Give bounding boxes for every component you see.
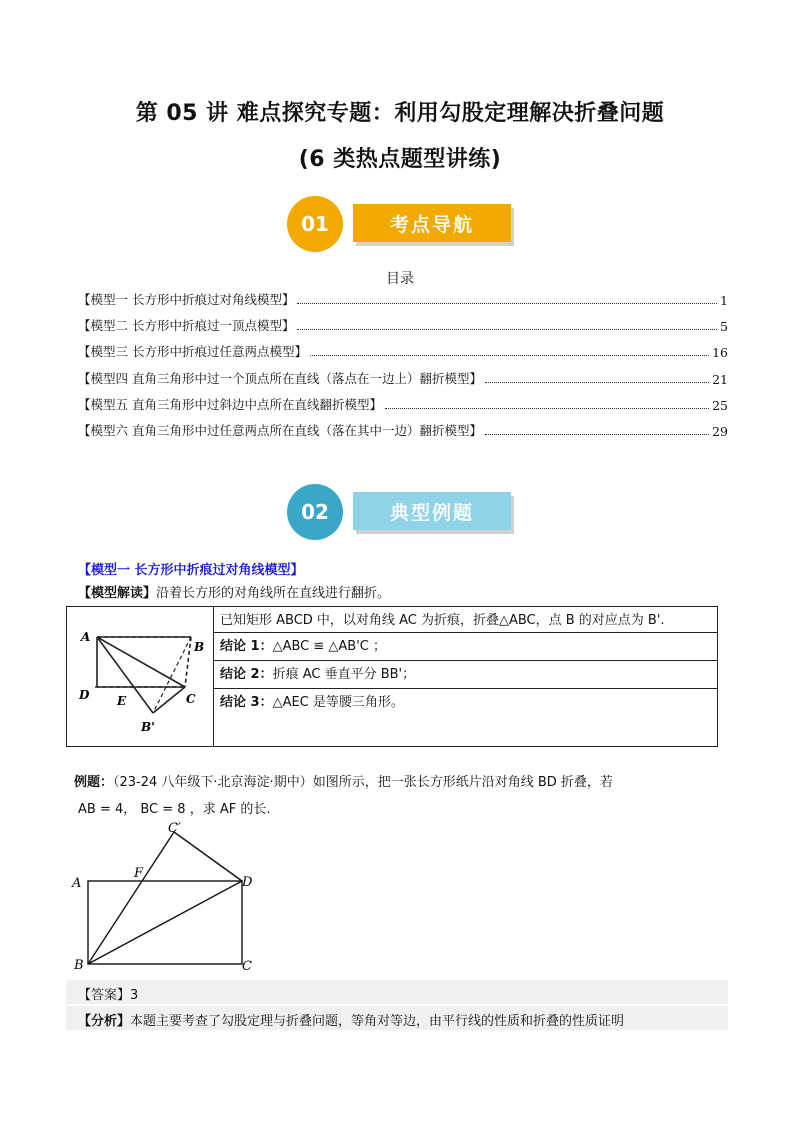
explain-text: 沿着长方形的对角线所在直线进行翻折。 [156,586,391,601]
toc-item-page: 21 [712,372,728,387]
section-label: 典型例题 [353,492,511,530]
example-label: 例题： [74,775,114,790]
toc-item-page: 16 [712,345,728,360]
example-statement [74,771,613,790]
toc-item-page: 1 [720,293,728,308]
point-label-B: B [194,640,205,654]
toc-leader-dots [297,303,717,304]
model-figure-cell [67,607,214,747]
toc-item[interactable] [78,421,728,439]
model-intro: 已知矩形 ABCD 中，以对角线 AC 为折痕，折叠△ABC，点 B 的对应点为 B'. [220,613,665,628]
toc-item-label: 【模型五 直角三角形中过斜边中点所在直线翻折模型】 [78,397,382,412]
toc-item[interactable] [78,342,728,360]
conclusion-text: 折痕 AC 垂直平分 BB'； [272,667,416,682]
toc-item-page: 29 [712,424,728,439]
section-badge-navigation [287,202,517,248]
section-badge-examples [287,490,517,536]
conclusion-text: △AEC 是等腰三角形。 [272,695,404,710]
section-label: 考点导航 [353,204,511,242]
point-label-A: A [81,630,91,644]
answer-value: 3 [130,988,139,1003]
point-label-E: E [117,694,127,708]
example-text-line2: AB = 4， BC = 8 ，求 AF 的长. [78,802,271,817]
analysis-label: 【分析】 [78,1014,131,1029]
toc-leader-dots [385,408,709,409]
toc-item-label: 【模型六 直角三角形中过任意两点所在直线（落在其中一边）翻折模型】 [78,423,482,438]
answer-shade [66,980,728,1004]
analysis-text: 本题主要考查了勾股定理与折叠问题，等角对等边，由平行线的性质和折叠的性质证明 [130,1014,625,1029]
example-text-line1: （23-24 八年级下·北京海淀·期中）如图所示，把一张长方形纸片沿对角线 BD 折叠，若 [113,775,613,790]
model-heading: 【模型一 长方形中折痕过对角线模型】 [78,563,304,578]
conclusion-label: 结论 3： [220,695,273,710]
model-explanation [78,582,390,601]
toc-item[interactable] [78,395,728,413]
toc-item[interactable] [78,369,728,387]
answer-label: 【答案】 [78,988,131,1003]
model-table [66,606,718,747]
toc-item-label: 【模型四 直角三角形中过一个顶点所在直线（落点在一边上）翻折模型】 [78,371,482,386]
page-subtitle: (6 类热点题型讲练) [298,147,502,172]
toc-item-page: 25 [712,398,728,413]
conclusion-text: △ABC ≌ △AB'C ； [272,639,386,654]
toc-leader-dots [297,329,717,330]
conclusion-label: 结论 1： [220,639,273,654]
toc-item-label: 【模型二 长方形中折痕过一顶点模型】 [78,318,295,333]
toc-leader-dots [485,382,709,383]
point-label-Bprime: B' [141,720,155,734]
explain-label: 【模型解读】 [78,586,157,601]
toc-item-label: 【模型三 长方形中折痕过任意两点模型】 [78,344,307,359]
point-label-B: B [74,958,84,973]
conclusion-label: 结论 2： [220,667,273,682]
toc-item-page: 5 [720,319,728,334]
toc-item[interactable] [78,316,728,334]
section-number-circle: 01 [287,196,343,252]
toc-item[interactable] [78,290,728,308]
toc-heading: 目录 [386,271,414,287]
point-label-F: F [134,866,144,881]
toc-item-label: 【模型一 长方形中折痕过对角线模型】 [78,292,295,307]
toc-leader-dots [310,355,709,356]
section-number-circle: 02 [287,484,343,540]
page-title: 第 05 讲 难点探究专题：利用勾股定理解决折叠问题 [135,101,665,126]
point-label-Cprime: C′ [168,821,181,836]
answer-line [78,984,138,1003]
analysis-line [78,1010,624,1029]
conclusion-cell [214,689,718,747]
conclusion-cell [214,633,718,661]
conclusion-cell [214,661,718,689]
point-label-D: D [242,875,253,890]
example-figure [66,818,276,978]
point-label-D: D [79,688,90,702]
point-label-A: A [72,876,82,891]
toc-leader-dots [485,434,709,435]
point-label-C: C [242,959,252,974]
point-label-C: C [186,692,196,706]
model-intro-cell [214,607,718,633]
fold-diagonal-figure [67,607,213,742]
